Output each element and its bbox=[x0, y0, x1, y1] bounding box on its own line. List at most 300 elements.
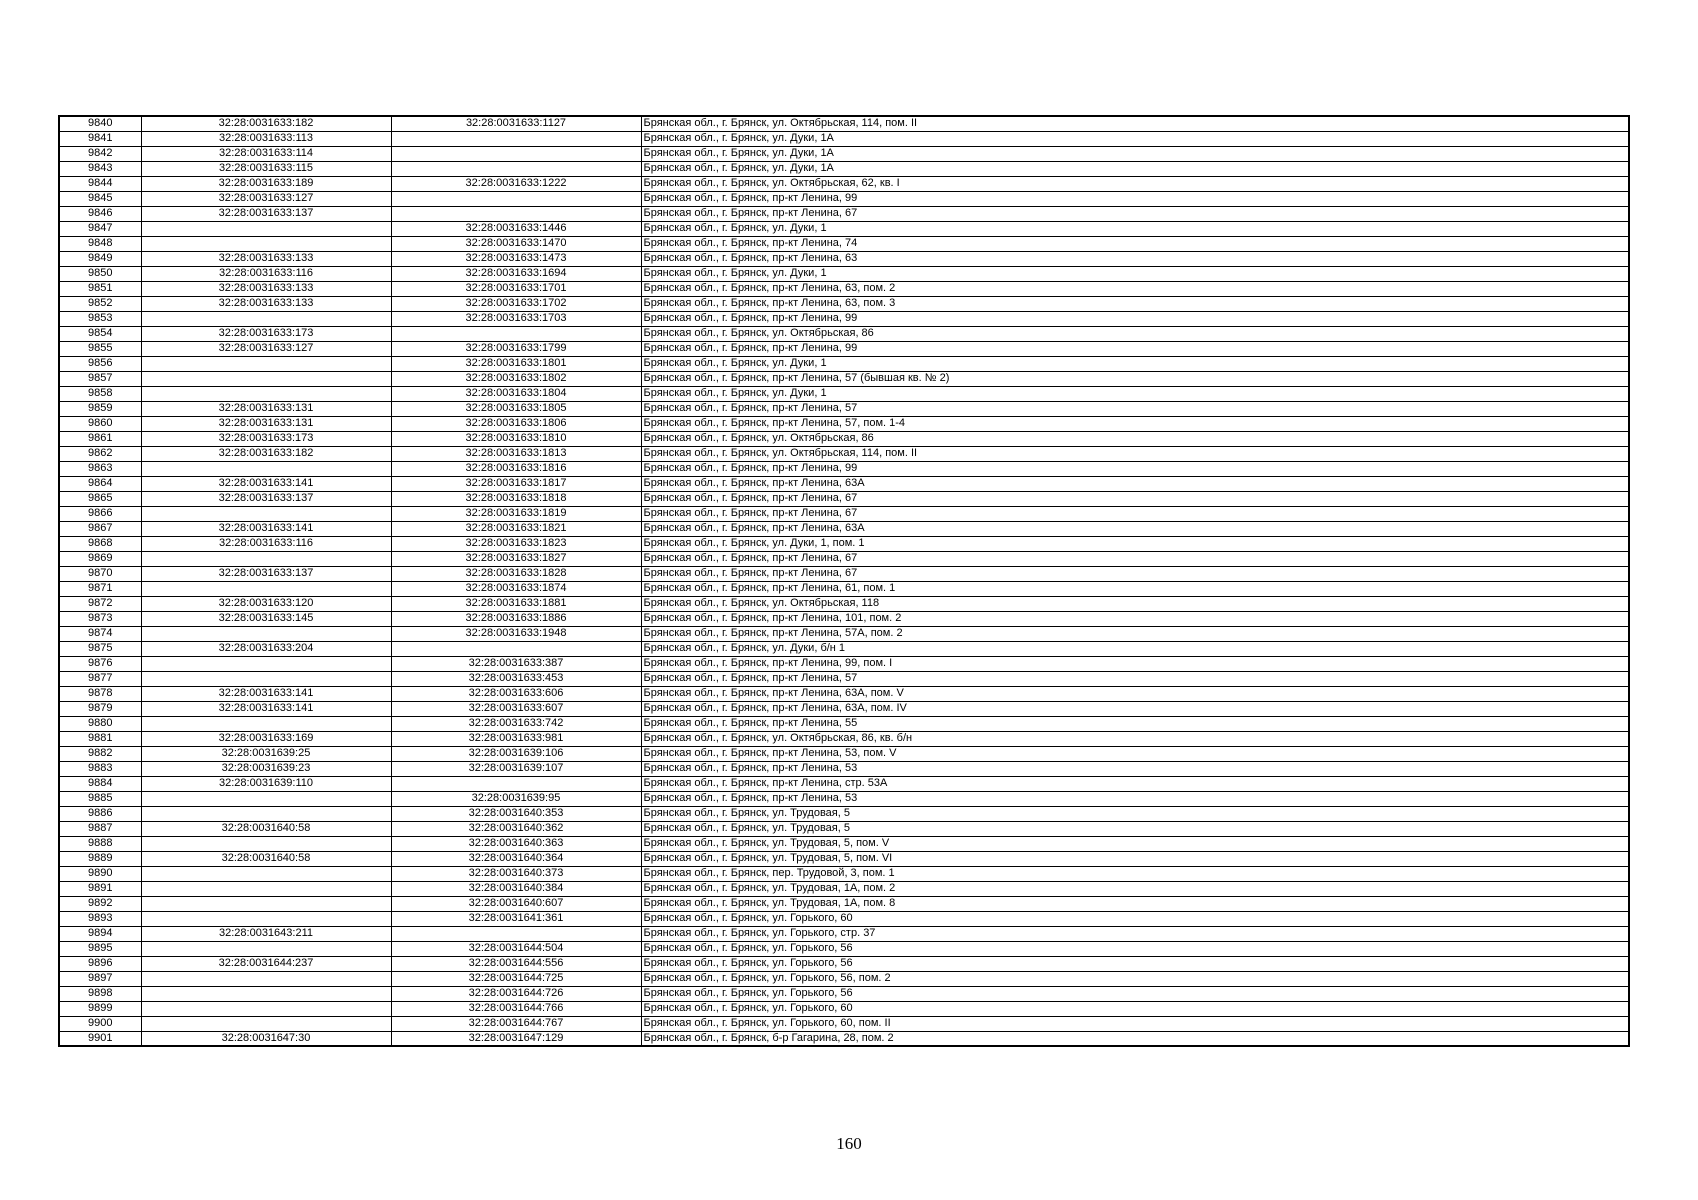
table-row bbox=[59, 476, 1629, 491]
address-cell: Брянская обл., г. Брянск, пр-кт Ленина, 99 bbox=[641, 461, 1629, 476]
table-row bbox=[59, 371, 1629, 386]
address-cell: Брянская обл., г. Брянск, ул. Горького, 56 bbox=[641, 956, 1629, 971]
row-number-cell: 9865 bbox=[59, 491, 141, 506]
land-parcel-number-cell: 32:28:0031633:116 bbox=[141, 536, 391, 551]
object-cadastral-number-cell: 32:28:0031633:1802 bbox=[391, 371, 641, 386]
table-row bbox=[59, 356, 1629, 371]
row-number-cell: 9856 bbox=[59, 356, 141, 371]
row-number-cell: 9857 bbox=[59, 371, 141, 386]
address-cell: Брянская обл., г. Брянск, пр-кт Ленина, 63А bbox=[641, 521, 1629, 536]
land-parcel-number-cell bbox=[141, 236, 391, 251]
address-cell: Брянская обл., г. Брянск, пр-кт Ленина, 63А, пом. V bbox=[641, 686, 1629, 701]
object-cadastral-number-cell: 32:28:0031633:1810 bbox=[391, 431, 641, 446]
table-row bbox=[59, 596, 1629, 611]
address-cell: Брянская обл., г. Брянск, пр-кт Ленина, 63А bbox=[641, 476, 1629, 491]
object-cadastral-number-cell: 32:28:0031641:361 bbox=[391, 911, 641, 926]
table-row bbox=[59, 131, 1629, 146]
address-cell: Брянская обл., г. Брянск, ул. Трудовая, 5 bbox=[641, 821, 1629, 836]
object-cadastral-number-cell: 32:28:0031633:1881 bbox=[391, 596, 641, 611]
row-number-cell: 9886 bbox=[59, 806, 141, 821]
row-number-cell: 9879 bbox=[59, 701, 141, 716]
object-cadastral-number-cell: 32:28:0031640:353 bbox=[391, 806, 641, 821]
land-parcel-number-cell: 32:28:0031633:131 bbox=[141, 416, 391, 431]
address-cell: Брянская обл., г. Брянск, пр-кт Ленина, 53 bbox=[641, 791, 1629, 806]
object-cadastral-number-cell bbox=[391, 191, 641, 206]
table-row bbox=[59, 926, 1629, 941]
row-number-cell: 9863 bbox=[59, 461, 141, 476]
object-cadastral-number-cell: 32:28:0031633:981 bbox=[391, 731, 641, 746]
row-number-cell: 9897 bbox=[59, 971, 141, 986]
object-cadastral-number-cell: 32:28:0031644:504 bbox=[391, 941, 641, 956]
object-cadastral-number-cell: 32:28:0031640:373 bbox=[391, 866, 641, 881]
land-parcel-number-cell bbox=[141, 716, 391, 731]
address-cell: Брянская обл., г. Брянск, пр-кт Ленина, 63, пом. 2 bbox=[641, 281, 1629, 296]
table-row bbox=[59, 911, 1629, 926]
row-number-cell: 9840 bbox=[59, 116, 141, 131]
object-cadastral-number-cell: 32:28:0031640:363 bbox=[391, 836, 641, 851]
land-parcel-number-cell: 32:28:0031633:169 bbox=[141, 731, 391, 746]
address-cell: Брянская обл., г. Брянск, пр-кт Ленина, 55 bbox=[641, 716, 1629, 731]
table-row bbox=[59, 431, 1629, 446]
object-cadastral-number-cell: 32:28:0031633:387 bbox=[391, 656, 641, 671]
address-cell: Брянская обл., г. Брянск, пер. Трудовой, 3, пом. 1 bbox=[641, 866, 1629, 881]
land-parcel-number-cell: 32:28:0031644:237 bbox=[141, 956, 391, 971]
table-row bbox=[59, 761, 1629, 776]
address-cell: Брянская обл., г. Брянск, ул. Трудовая, 5, пом. V bbox=[641, 836, 1629, 851]
address-cell: Брянская обл., г. Брянск, ул. Дуки, 1А bbox=[641, 131, 1629, 146]
address-cell: Брянская обл., г. Брянск, пр-кт Ленина, 67 bbox=[641, 491, 1629, 506]
land-parcel-number-cell: 32:28:0031633:113 bbox=[141, 131, 391, 146]
land-parcel-number-cell bbox=[141, 386, 391, 401]
object-cadastral-number-cell: 32:28:0031633:1801 bbox=[391, 356, 641, 371]
land-parcel-number-cell: 32:28:0031639:110 bbox=[141, 776, 391, 791]
row-number-cell: 9852 bbox=[59, 296, 141, 311]
page-number: 160 bbox=[836, 1134, 862, 1153]
land-parcel-number-cell: 32:28:0031639:25 bbox=[141, 746, 391, 761]
address-cell: Брянская обл., г. Брянск, пр-кт Ленина, 99 bbox=[641, 311, 1629, 326]
table-row bbox=[59, 251, 1629, 266]
row-number-cell: 9855 bbox=[59, 341, 141, 356]
object-cadastral-number-cell: 32:28:0031633:1813 bbox=[391, 446, 641, 461]
object-cadastral-number-cell: 32:28:0031633:1702 bbox=[391, 296, 641, 311]
address-cell: Брянская обл., г. Брянск, ул. Дуки, 1А bbox=[641, 161, 1629, 176]
table-row bbox=[59, 611, 1629, 626]
object-cadastral-number-cell: 32:28:0031644:556 bbox=[391, 956, 641, 971]
table-row bbox=[59, 446, 1629, 461]
land-parcel-number-cell bbox=[141, 311, 391, 326]
object-cadastral-number-cell: 32:28:0031640:362 bbox=[391, 821, 641, 836]
object-cadastral-number-cell: 32:28:0031640:364 bbox=[391, 851, 641, 866]
table-row bbox=[59, 116, 1629, 131]
object-cadastral-number-cell bbox=[391, 131, 641, 146]
address-cell: Брянская обл., г. Брянск, ул. Октябрьская, 86 bbox=[641, 431, 1629, 446]
registry-table-body bbox=[59, 116, 1629, 1046]
land-parcel-number-cell bbox=[141, 581, 391, 596]
object-cadastral-number-cell: 32:28:0031639:106 bbox=[391, 746, 641, 761]
object-cadastral-number-cell: 32:28:0031644:766 bbox=[391, 1001, 641, 1016]
object-cadastral-number-cell bbox=[391, 776, 641, 791]
table-row bbox=[59, 956, 1629, 971]
land-parcel-number-cell bbox=[141, 941, 391, 956]
land-parcel-number-cell: 32:28:0031633:141 bbox=[141, 686, 391, 701]
object-cadastral-number-cell: 32:28:0031644:726 bbox=[391, 986, 641, 1001]
address-cell: Брянская обл., г. Брянск, ул. Горького, 56 bbox=[641, 941, 1629, 956]
land-parcel-number-cell: 32:28:0031633:182 bbox=[141, 116, 391, 131]
address-cell: Брянская обл., г. Брянск, пр-кт Ленина, 67 bbox=[641, 566, 1629, 581]
object-cadastral-number-cell: 32:28:0031633:1446 bbox=[391, 221, 641, 236]
land-parcel-number-cell: 32:28:0031633:173 bbox=[141, 326, 391, 341]
row-number-cell: 9894 bbox=[59, 926, 141, 941]
object-cadastral-number-cell: 32:28:0031633:1874 bbox=[391, 581, 641, 596]
object-cadastral-number-cell: 32:28:0031633:1703 bbox=[391, 311, 641, 326]
address-cell: Брянская обл., г. Брянск, пр-кт Ленина, 67 bbox=[641, 506, 1629, 521]
table-row bbox=[59, 896, 1629, 911]
table-row bbox=[59, 881, 1629, 896]
row-number-cell: 9898 bbox=[59, 986, 141, 1001]
row-number-cell: 9874 bbox=[59, 626, 141, 641]
object-cadastral-number-cell: 32:28:0031633:1817 bbox=[391, 476, 641, 491]
object-cadastral-number-cell: 32:28:0031640:607 bbox=[391, 896, 641, 911]
address-cell: Брянская обл., г. Брянск, ул. Трудовая, 5 bbox=[641, 806, 1629, 821]
object-cadastral-number-cell: 32:28:0031633:453 bbox=[391, 671, 641, 686]
land-parcel-number-cell: 32:28:0031633:141 bbox=[141, 521, 391, 536]
object-cadastral-number-cell: 32:28:0031633:1694 bbox=[391, 266, 641, 281]
row-number-cell: 9877 bbox=[59, 671, 141, 686]
address-cell: Брянская обл., г. Брянск, ул. Горького, стр. 37 bbox=[641, 926, 1629, 941]
table-row bbox=[59, 851, 1629, 866]
land-parcel-number-cell bbox=[141, 1001, 391, 1016]
object-cadastral-number-cell: 32:28:0031644:767 bbox=[391, 1016, 641, 1031]
table-row bbox=[59, 626, 1629, 641]
land-parcel-number-cell bbox=[141, 971, 391, 986]
land-parcel-number-cell: 32:28:0031647:30 bbox=[141, 1031, 391, 1046]
address-cell: Брянская обл., г. Брянск, пр-кт Ленина, 99 bbox=[641, 341, 1629, 356]
object-cadastral-number-cell: 32:28:0031640:384 bbox=[391, 881, 641, 896]
row-number-cell: 9884 bbox=[59, 776, 141, 791]
address-cell: Брянская обл., г. Брянск, ул. Трудовая, 5, пом. VI bbox=[641, 851, 1629, 866]
land-parcel-number-cell bbox=[141, 551, 391, 566]
row-number-cell: 9878 bbox=[59, 686, 141, 701]
row-number-cell: 9862 bbox=[59, 446, 141, 461]
row-number-cell: 9854 bbox=[59, 326, 141, 341]
object-cadastral-number-cell: 32:28:0031639:95 bbox=[391, 791, 641, 806]
address-cell: Брянская обл., г. Брянск, пр-кт Ленина, 67 bbox=[641, 206, 1629, 221]
land-parcel-number-cell: 32:28:0031633:133 bbox=[141, 251, 391, 266]
address-cell: Брянская обл., г. Брянск, ул. Дуки, б/н 1 bbox=[641, 641, 1629, 656]
object-cadastral-number-cell: 32:28:0031633:1805 bbox=[391, 401, 641, 416]
object-cadastral-number-cell: 32:28:0031633:1470 bbox=[391, 236, 641, 251]
table-row bbox=[59, 506, 1629, 521]
land-parcel-number-cell: 32:28:0031633:131 bbox=[141, 401, 391, 416]
table-row bbox=[59, 1031, 1629, 1046]
land-parcel-number-cell bbox=[141, 986, 391, 1001]
table-row bbox=[59, 821, 1629, 836]
table-row bbox=[59, 311, 1629, 326]
land-parcel-number-cell: 32:28:0031633:127 bbox=[141, 341, 391, 356]
land-parcel-number-cell: 32:28:0031633:127 bbox=[141, 191, 391, 206]
address-cell: Брянская обл., г. Брянск, пр-кт Ленина, 53, пом. V bbox=[641, 746, 1629, 761]
table-row bbox=[59, 566, 1629, 581]
land-parcel-number-cell bbox=[141, 626, 391, 641]
row-number-cell: 9876 bbox=[59, 656, 141, 671]
address-cell: Брянская обл., г. Брянск, пр-кт Ленина, 57 (бывшая кв. № 2) bbox=[641, 371, 1629, 386]
row-number-cell: 9901 bbox=[59, 1031, 141, 1046]
row-number-cell: 9875 bbox=[59, 641, 141, 656]
object-cadastral-number-cell: 32:28:0031633:1827 bbox=[391, 551, 641, 566]
address-cell: Брянская обл., г. Брянск, пр-кт Ленина, 61, пом. 1 bbox=[641, 581, 1629, 596]
land-parcel-number-cell: 32:28:0031633:141 bbox=[141, 476, 391, 491]
address-cell: Брянская обл., г. Брянск, пр-кт Ленина, 101, пом. 2 bbox=[641, 611, 1629, 626]
address-cell: Брянская обл., г. Брянск, пр-кт Ленина, 57 bbox=[641, 671, 1629, 686]
row-number-cell: 9885 bbox=[59, 791, 141, 806]
address-cell: Брянская обл., г. Брянск, пр-кт Ленина, 74 bbox=[641, 236, 1629, 251]
address-cell: Брянская обл., г. Брянск, пр-кт Ленина, 57А, пом. 2 bbox=[641, 626, 1629, 641]
row-number-cell: 9899 bbox=[59, 1001, 141, 1016]
row-number-cell: 9845 bbox=[59, 191, 141, 206]
land-parcel-number-cell: 32:28:0031643:211 bbox=[141, 926, 391, 941]
table-row bbox=[59, 401, 1629, 416]
row-number-cell: 9870 bbox=[59, 566, 141, 581]
object-cadastral-number-cell: 32:28:0031633:1799 bbox=[391, 341, 641, 356]
address-cell: Брянская обл., г. Брянск, пр-кт Ленина, 67 bbox=[641, 551, 1629, 566]
row-number-cell: 9892 bbox=[59, 896, 141, 911]
object-cadastral-number-cell: 32:28:0031633:1823 bbox=[391, 536, 641, 551]
table-row bbox=[59, 701, 1629, 716]
table-row bbox=[59, 656, 1629, 671]
address-cell: Брянская обл., г. Брянск, ул. Дуки, 1 bbox=[641, 386, 1629, 401]
row-number-cell: 9881 bbox=[59, 731, 141, 746]
address-cell: Брянская обл., г. Брянск, пр-кт Ленина, 53 bbox=[641, 761, 1629, 776]
row-number-cell: 9887 bbox=[59, 821, 141, 836]
land-parcel-number-cell bbox=[141, 371, 391, 386]
object-cadastral-number-cell: 32:28:0031633:607 bbox=[391, 701, 641, 716]
table-row bbox=[59, 971, 1629, 986]
object-cadastral-number-cell: 32:28:0031633:1222 bbox=[391, 176, 641, 191]
land-parcel-number-cell bbox=[141, 791, 391, 806]
row-number-cell: 9895 bbox=[59, 941, 141, 956]
row-number-cell: 9871 bbox=[59, 581, 141, 596]
object-cadastral-number-cell bbox=[391, 926, 641, 941]
land-parcel-number-cell: 32:28:0031633:137 bbox=[141, 491, 391, 506]
object-cadastral-number-cell bbox=[391, 641, 641, 656]
table-row bbox=[59, 716, 1629, 731]
land-parcel-number-cell bbox=[141, 866, 391, 881]
table-row bbox=[59, 386, 1629, 401]
land-parcel-number-cell: 32:28:0031633:133 bbox=[141, 281, 391, 296]
address-cell: Брянская обл., г. Брянск, ул. Октябрьская, 62, кв. I bbox=[641, 176, 1629, 191]
address-cell: Брянская обл., г. Брянск, пр-кт Ленина, 57, пом. 1-4 bbox=[641, 416, 1629, 431]
row-number-cell: 9880 bbox=[59, 716, 141, 731]
address-cell: Брянская обл., г. Брянск, ул. Октябрьская, 114, пом. II bbox=[641, 446, 1629, 461]
object-cadastral-number-cell: 32:28:0031633:1819 bbox=[391, 506, 641, 521]
address-cell: Брянская обл., г. Брянск, ул. Горького, 60 bbox=[641, 911, 1629, 926]
address-cell: Брянская обл., г. Брянск, ул. Дуки, 1, пом. 1 bbox=[641, 536, 1629, 551]
row-number-cell: 9882 bbox=[59, 746, 141, 761]
land-parcel-number-cell bbox=[141, 656, 391, 671]
row-number-cell: 9861 bbox=[59, 431, 141, 446]
address-cell: Брянская обл., г. Брянск, ул. Октябрьская, 86 bbox=[641, 326, 1629, 341]
row-number-cell: 9859 bbox=[59, 401, 141, 416]
address-cell: Брянская обл., г. Брянск, пр-кт Ленина, 99 bbox=[641, 191, 1629, 206]
table-row bbox=[59, 686, 1629, 701]
object-cadastral-number-cell: 32:28:0031647:129 bbox=[391, 1031, 641, 1046]
row-number-cell: 9843 bbox=[59, 161, 141, 176]
table-row bbox=[59, 986, 1629, 1001]
land-parcel-number-cell: 32:28:0031640:58 bbox=[141, 851, 391, 866]
land-parcel-number-cell bbox=[141, 461, 391, 476]
land-parcel-number-cell: 32:28:0031633:137 bbox=[141, 566, 391, 581]
table-row bbox=[59, 521, 1629, 536]
address-cell: Брянская обл., г. Брянск, ул. Горького, 60 bbox=[641, 1001, 1629, 1016]
address-cell: Брянская обл., г. Брянск, пр-кт Ленина, 63, пом. 3 bbox=[641, 296, 1629, 311]
object-cadastral-number-cell: 32:28:0031633:742 bbox=[391, 716, 641, 731]
table-row bbox=[59, 206, 1629, 221]
row-number-cell: 9868 bbox=[59, 536, 141, 551]
object-cadastral-number-cell bbox=[391, 326, 641, 341]
table-row bbox=[59, 746, 1629, 761]
row-number-cell: 9867 bbox=[59, 521, 141, 536]
address-cell: Брянская обл., г. Брянск, ул. Горького, 56, пом. 2 bbox=[641, 971, 1629, 986]
land-parcel-number-cell bbox=[141, 506, 391, 521]
row-number-cell: 9844 bbox=[59, 176, 141, 191]
address-cell: Брянская обл., г. Брянск, ул. Дуки, 1 bbox=[641, 356, 1629, 371]
object-cadastral-number-cell: 32:28:0031639:107 bbox=[391, 761, 641, 776]
table-row bbox=[59, 491, 1629, 506]
address-cell: Брянская обл., г. Брянск, ул. Горького, 56 bbox=[641, 986, 1629, 1001]
row-number-cell: 9891 bbox=[59, 881, 141, 896]
land-parcel-number-cell bbox=[141, 1016, 391, 1031]
land-parcel-number-cell: 32:28:0031633:137 bbox=[141, 206, 391, 221]
table-row bbox=[59, 641, 1629, 656]
table-row bbox=[59, 146, 1629, 161]
land-parcel-number-cell: 32:28:0031633:204 bbox=[141, 641, 391, 656]
row-number-cell: 9872 bbox=[59, 596, 141, 611]
table-row bbox=[59, 341, 1629, 356]
table-row bbox=[59, 551, 1629, 566]
row-number-cell: 9853 bbox=[59, 311, 141, 326]
row-number-cell: 9848 bbox=[59, 236, 141, 251]
table-row bbox=[59, 776, 1629, 791]
table-row bbox=[59, 941, 1629, 956]
row-number-cell: 9893 bbox=[59, 911, 141, 926]
address-cell: Брянская обл., г. Брянск, ул. Дуки, 1 bbox=[641, 221, 1629, 236]
table-row bbox=[59, 866, 1629, 881]
object-cadastral-number-cell: 32:28:0031633:1818 bbox=[391, 491, 641, 506]
row-number-cell: 9883 bbox=[59, 761, 141, 776]
address-cell: Брянская обл., г. Брянск, ул. Октябрьская, 86, кв. б/н bbox=[641, 731, 1629, 746]
row-number-cell: 9849 bbox=[59, 251, 141, 266]
address-cell: Брянская обл., г. Брянск, ул. Горького, 60, пом. II bbox=[641, 1016, 1629, 1031]
object-cadastral-number-cell: 32:28:0031633:1701 bbox=[391, 281, 641, 296]
object-cadastral-number-cell: 32:28:0031633:1804 bbox=[391, 386, 641, 401]
row-number-cell: 9858 bbox=[59, 386, 141, 401]
table-row bbox=[59, 176, 1629, 191]
row-number-cell: 9890 bbox=[59, 866, 141, 881]
table-row bbox=[59, 326, 1629, 341]
address-cell: Брянская обл., г. Брянск, ул. Октябрьская, 114, пом. II bbox=[641, 116, 1629, 131]
land-parcel-number-cell: 32:28:0031633:141 bbox=[141, 701, 391, 716]
object-cadastral-number-cell: 32:28:0031633:1828 bbox=[391, 566, 641, 581]
row-number-cell: 9889 bbox=[59, 851, 141, 866]
address-cell: Брянская обл., г. Брянск, пр-кт Ленина, стр. 53А bbox=[641, 776, 1629, 791]
address-cell: Брянская обл., г. Брянск, пр-кт Ленина, 63А, пом. IV bbox=[641, 701, 1629, 716]
row-number-cell: 9866 bbox=[59, 506, 141, 521]
land-parcel-number-cell: 32:28:0031633:115 bbox=[141, 161, 391, 176]
table-row bbox=[59, 236, 1629, 251]
row-number-cell: 9841 bbox=[59, 131, 141, 146]
object-cadastral-number-cell bbox=[391, 146, 641, 161]
address-cell: Брянская обл., г. Брянск, ул. Дуки, 1 bbox=[641, 266, 1629, 281]
land-parcel-number-cell: 32:28:0031633:116 bbox=[141, 266, 391, 281]
address-cell: Брянская обл., г. Брянск, ул. Трудовая, 1А, пом. 8 bbox=[641, 896, 1629, 911]
row-number-cell: 9873 bbox=[59, 611, 141, 626]
land-parcel-number-cell: 32:28:0031633:145 bbox=[141, 611, 391, 626]
land-parcel-number-cell bbox=[141, 806, 391, 821]
table-row bbox=[59, 671, 1629, 686]
row-number-cell: 9850 bbox=[59, 266, 141, 281]
land-parcel-number-cell: 32:28:0031633:189 bbox=[141, 176, 391, 191]
table-row bbox=[59, 1001, 1629, 1016]
row-number-cell: 9860 bbox=[59, 416, 141, 431]
row-number-cell: 9869 bbox=[59, 551, 141, 566]
object-cadastral-number-cell bbox=[391, 161, 641, 176]
land-parcel-number-cell: 32:28:0031633:182 bbox=[141, 446, 391, 461]
land-parcel-number-cell bbox=[141, 356, 391, 371]
table-row bbox=[59, 281, 1629, 296]
table-row bbox=[59, 806, 1629, 821]
object-cadastral-number-cell: 32:28:0031633:1886 bbox=[391, 611, 641, 626]
table-row bbox=[59, 221, 1629, 236]
address-cell: Брянская обл., г. Брянск, б-р Гагарина, 28, пом. 2 bbox=[641, 1031, 1629, 1046]
table-row bbox=[59, 191, 1629, 206]
row-number-cell: 9888 bbox=[59, 836, 141, 851]
land-parcel-number-cell: 32:28:0031639:23 bbox=[141, 761, 391, 776]
object-cadastral-number-cell: 32:28:0031633:1127 bbox=[391, 116, 641, 131]
table-row bbox=[59, 461, 1629, 476]
address-cell: Брянская обл., г. Брянск, ул. Трудовая, 1А, пом. 2 bbox=[641, 881, 1629, 896]
row-number-cell: 9842 bbox=[59, 146, 141, 161]
land-parcel-number-cell: 32:28:0031633:120 bbox=[141, 596, 391, 611]
address-cell: Брянская обл., г. Брянск, пр-кт Ленина, 57 bbox=[641, 401, 1629, 416]
table-row bbox=[59, 296, 1629, 311]
land-parcel-number-cell: 32:28:0031633:114 bbox=[141, 146, 391, 161]
land-parcel-number-cell bbox=[141, 221, 391, 236]
object-cadastral-number-cell: 32:28:0031633:1948 bbox=[391, 626, 641, 641]
land-parcel-number-cell bbox=[141, 836, 391, 851]
row-number-cell: 9900 bbox=[59, 1016, 141, 1031]
row-number-cell: 9851 bbox=[59, 281, 141, 296]
property-registry-table bbox=[58, 115, 1630, 1047]
table-row bbox=[59, 791, 1629, 806]
address-cell: Брянская обл., г. Брянск, ул. Октябрьская, 118 bbox=[641, 596, 1629, 611]
land-parcel-number-cell: 32:28:0031633:133 bbox=[141, 296, 391, 311]
land-parcel-number-cell bbox=[141, 896, 391, 911]
object-cadastral-number-cell: 32:28:0031633:1821 bbox=[391, 521, 641, 536]
land-parcel-number-cell bbox=[141, 881, 391, 896]
object-cadastral-number-cell: 32:28:0031633:1473 bbox=[391, 251, 641, 266]
object-cadastral-number-cell bbox=[391, 206, 641, 221]
land-parcel-number-cell bbox=[141, 911, 391, 926]
table-row bbox=[59, 266, 1629, 281]
object-cadastral-number-cell: 32:28:0031633:1806 bbox=[391, 416, 641, 431]
row-number-cell: 9846 bbox=[59, 206, 141, 221]
row-number-cell: 9864 bbox=[59, 476, 141, 491]
table-row bbox=[59, 581, 1629, 596]
land-parcel-number-cell: 32:28:0031633:173 bbox=[141, 431, 391, 446]
table-row bbox=[59, 416, 1629, 431]
object-cadastral-number-cell: 32:28:0031644:725 bbox=[391, 971, 641, 986]
object-cadastral-number-cell: 32:28:0031633:1816 bbox=[391, 461, 641, 476]
